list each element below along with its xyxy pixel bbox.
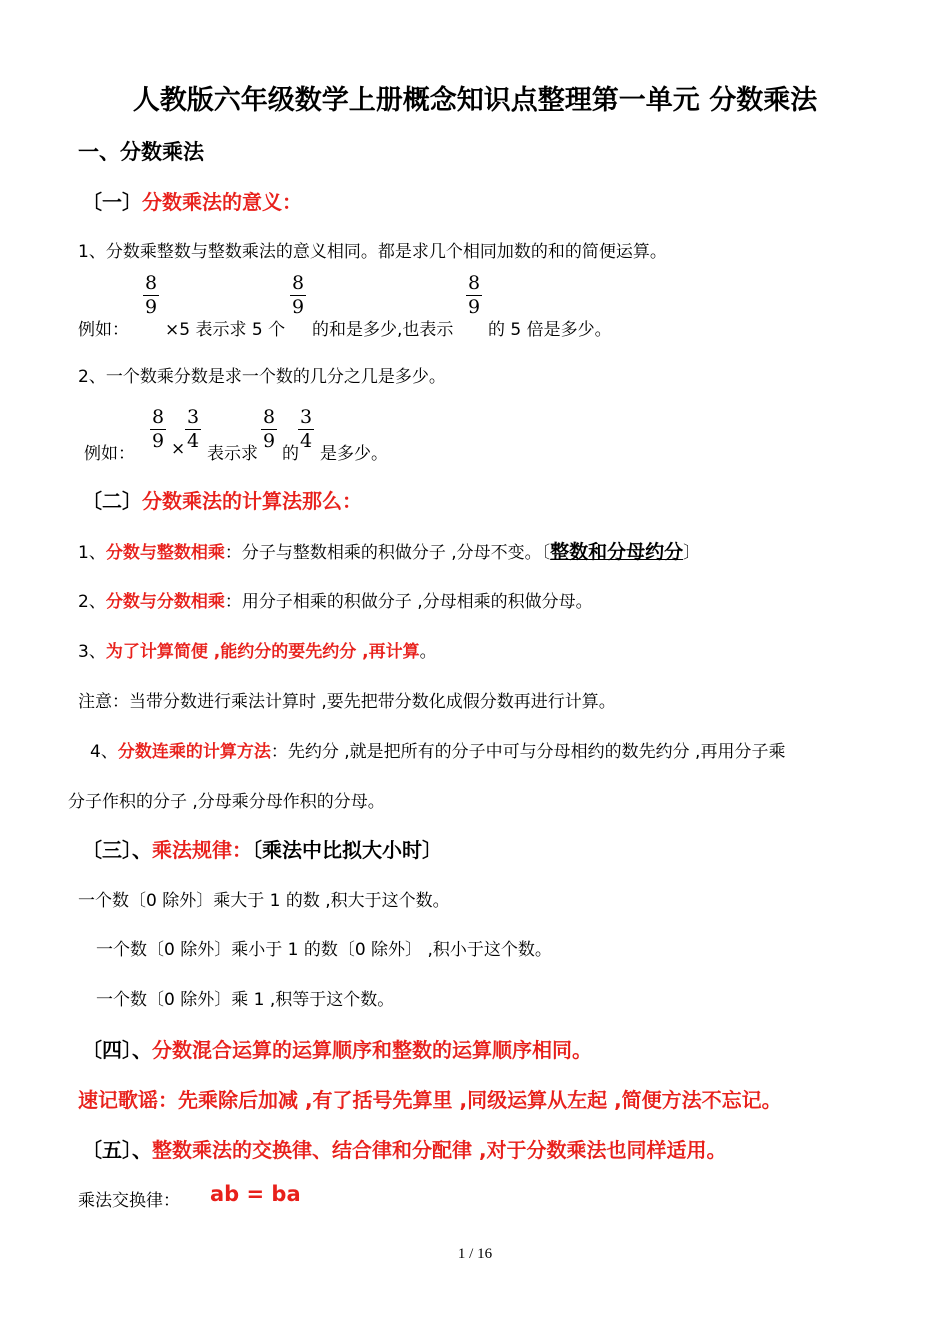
note: 注意：当带分数进行乘法计算时 ,要先把带分数化成假分数再进行计算。 [78, 692, 616, 712]
example-prefix: 例如： [84, 444, 135, 464]
subheading-bracket: 〔三〕、 [82, 838, 152, 862]
fraction-denominator: 9 [468, 296, 481, 318]
fraction-numerator: 8 [145, 272, 158, 294]
fraction-numerator: 8 [152, 406, 165, 428]
commutative-law-label: 乘法交换律： [78, 1191, 180, 1211]
fraction-3-4 [298, 406, 314, 453]
rule-text: ：用分子相乘的积做分子 ,分母相乘的积做分母。 [224, 592, 593, 612]
rule-number: 2、 [78, 592, 106, 612]
page-title: 人教版六年级数学上册概念知识点整理第一单元 分数乘法 [132, 85, 818, 116]
fraction-numerator: 3 [300, 406, 313, 428]
times-sign: × [171, 439, 186, 459]
rule-2 [78, 587, 593, 612]
subheading-label: 分数乘法的计算法那么： [142, 489, 362, 513]
rule-label: 为了计算简便 ,能约分的要先约分 ,再计算 [105, 642, 420, 662]
fraction-numerator: 8 [292, 272, 305, 294]
example-text: 表示求 [207, 444, 258, 464]
fraction-numerator: 3 [187, 406, 200, 428]
rule-number: 4、 [90, 742, 118, 762]
example-prefix: 例如： [78, 320, 129, 340]
law-3: 一个数〔0 除外〕乘 1 ,积等于这个数。 [96, 990, 395, 1010]
subheading-label: 乘法规律： [152, 838, 252, 862]
subheading-bracket: 〔二〕 [82, 489, 142, 513]
rule-label: 分数与整数相乘 [105, 543, 225, 563]
fraction-denominator: 9 [152, 430, 165, 452]
subheading-label: 整数乘法的交换律、结合律和分配律 ,对于分数乘法也同样适用。 [152, 1138, 727, 1162]
fraction-8-9 [290, 272, 306, 319]
fraction-8-9 [261, 406, 277, 453]
fraction-denominator: 4 [187, 430, 200, 452]
subheading-label: 分数混合运算的运算顺序和整数的运算顺序相同。 [152, 1038, 592, 1062]
fraction-denominator: 9 [263, 430, 276, 452]
fraction-8-9 [466, 272, 482, 319]
example-text: 的 [282, 444, 299, 464]
rule-label: 分数连乘的计算方法 [117, 742, 271, 762]
rule-number: 1、 [78, 543, 106, 563]
rule-number: 3、 [78, 642, 106, 662]
section-heading-fraction-multiplication: 一、分数乘法 [78, 140, 204, 164]
paragraph-meaning-1: 1、分数乘整数与整数乘法的意义相同。都是求几个相同加数的和的简便运算。 [78, 242, 667, 262]
fraction-3-4 [185, 406, 201, 453]
fraction-numerator: 8 [263, 406, 276, 428]
fraction-denominator: 9 [145, 296, 158, 318]
fraction-denominator: 4 [300, 430, 313, 452]
subheading-label: 分数乘法的意义： [142, 190, 302, 214]
rule-4-continued: 分子作积的分子 ,分母乘分母作积的分母。 [68, 792, 385, 812]
fraction-denominator: 9 [292, 296, 305, 318]
subheading-bracket: 〔一〕 [82, 190, 142, 214]
rule-3 [78, 637, 437, 662]
example-text: 是多少。 [320, 444, 388, 464]
fraction-8-9 [150, 406, 166, 453]
subheading-laws [82, 834, 442, 863]
subheading-rules [82, 485, 362, 514]
mnemonic: 速记歌谣：先乘除后加减 ,有了括号先算里 ,同级运算从左起 ,简便方法不忘记。 [78, 1088, 782, 1112]
subheading-bracket: 〔五〕、 [82, 1138, 152, 1162]
rule-text: ：先约分 ,就是把所有的分子中可与分母相约的数先约分 ,再用分子乘 [270, 742, 786, 762]
paragraph-meaning-2: 2、一个数乘分数是求一个数的几分之几是多少。 [78, 367, 446, 387]
rule-text: 〕 [683, 543, 701, 563]
subheading-extra: 〔乘法中比拟大小时〕 [252, 838, 442, 862]
commutative-law-formula: ab = ba [210, 1182, 301, 1206]
law-1: 一个数〔0 除外〕乘大于 1 的数 ,积大于这个数。 [78, 891, 450, 911]
rule-emphasis: 整数和分母约分 [550, 541, 684, 563]
rule-label: 分数与分数相乘 [105, 592, 225, 612]
subheading-order [82, 1034, 592, 1063]
fraction-8-9 [143, 272, 159, 319]
rule-text: ：分子与整数相乘的积做分子 ,分母不变。〔 [224, 543, 551, 563]
subheading-bracket: 〔四〕、 [82, 1038, 152, 1062]
example-text: 的 5 倍是多少。 [488, 320, 612, 340]
subheading-laws-apply [82, 1134, 727, 1163]
subheading-meaning [82, 186, 302, 215]
fraction-numerator: 8 [468, 272, 481, 294]
example-text: 的和是多少,也表示 [312, 320, 454, 340]
law-2: 一个数〔0 除外〕乘小于 1 的数〔0 除外〕 ,积小于这个数。 [96, 940, 552, 960]
example-text: ×5 表示求 5 个 [165, 320, 286, 340]
rule-1 [78, 537, 700, 564]
rule-text: 。 [419, 642, 437, 662]
rule-4 [90, 737, 785, 762]
page-number: 1 / 16 [457, 1246, 493, 1262]
